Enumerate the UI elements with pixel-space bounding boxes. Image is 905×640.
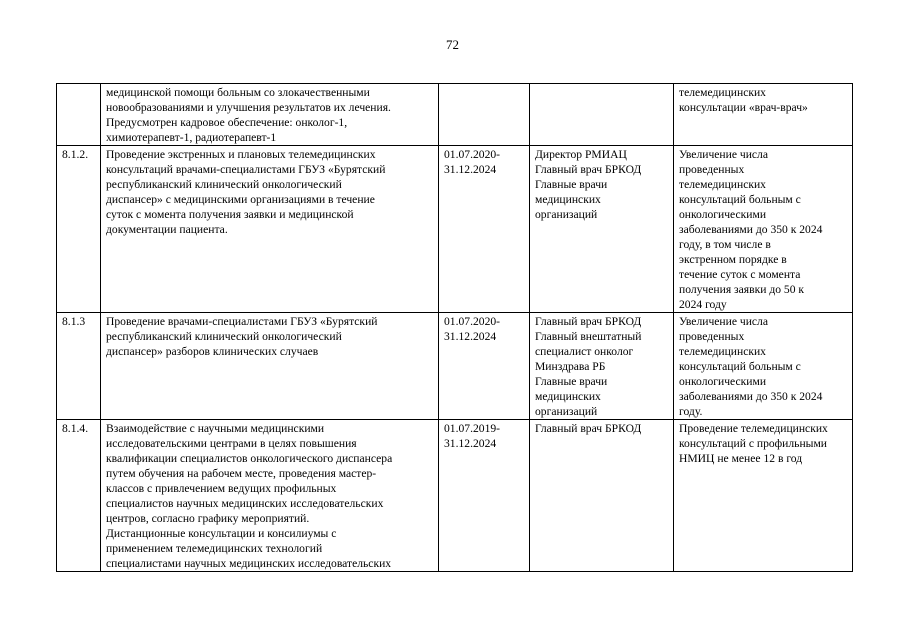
item-number-cell xyxy=(57,84,101,146)
result-cell: Увеличение числа проведенных телемедицинских консультаций больным с онкологическими заболеваниями до 350 к 2024 году, в том числе в экстренном порядке в течение суток с момента получения заявки до 50 к 2024 году xyxy=(674,146,853,313)
item-number-cell: 8.1.4. xyxy=(57,420,101,572)
table-row xyxy=(57,420,853,572)
dates-cell xyxy=(439,84,530,146)
item-number-cell: 8.1.3 xyxy=(57,313,101,420)
responsible-cell: Главный врач БРКОД Главный внештатный специалист онколог Минздрава РБ Главные врачи медицинских организаций xyxy=(530,313,674,420)
activity-cell: Проведение экстренных и плановых телемедицинских консультаций врачами-специалистами ГБУЗ «Бурятский республиканский клинический онкологический диспансер» с медицинскими организациями в течение суток с момента получения заявки и медицинской документации пациента. xyxy=(101,146,439,313)
result-cell: телемедицинских консультации «врач-врач» xyxy=(674,84,853,146)
activity-cell: Взаимодействие с научными медицинскими исследовательскими центрами в целях повышения квалификации специалистов онкологического диспансера путем обучения на рабочем месте, проведения мастер- классов с привлечением ведущих профильных специалистов научных медицинских исследовательских центров, согласно графику мероприятий. Дистанционные консультации и консилиумы с применением телемедицинских технологий специалистами научных медицинских исследовательских xyxy=(101,420,439,572)
activity-cell: Проведение врачами-специалистами ГБУЗ «Бурятский республиканский клинический онкологический диспансер» разборов клинических случаев xyxy=(101,313,439,420)
result-cell: Проведение телемедицинских консультаций с профильными НМИЦ не менее 12 в год xyxy=(674,420,853,572)
responsible-cell: Главный врач БРКОД xyxy=(530,420,674,572)
responsible-cell xyxy=(530,84,674,146)
table-row xyxy=(57,84,853,146)
page-number: 72 xyxy=(446,37,459,52)
table-row xyxy=(57,146,853,313)
dates-cell: 01.07.2020- 31.12.2024 xyxy=(439,146,530,313)
table-row xyxy=(57,313,853,420)
responsible-cell: Директор РМИАЦ Главный врач БРКОД Главные врачи медицинских организаций xyxy=(530,146,674,313)
activity-cell: медицинской помощи больным со злокачественными новообразованиями и улучшения результатов их лечения. Предусмотрен кадровое обеспечение: онколог-1, химиотерапевт-1, радиотерапевт-1 xyxy=(101,84,439,146)
result-cell: Увеличение числа проведенных телемедицинских консультаций больным с онкологическими заболеваниями до 350 к 2024 году. xyxy=(674,313,853,420)
item-number-cell: 8.1.2. xyxy=(57,146,101,313)
dates-cell: 01.07.2020- 31.12.2024 xyxy=(439,313,530,420)
activity-plan-table xyxy=(56,83,853,572)
dates-cell: 01.07.2019- 31.12.2024 xyxy=(439,420,530,572)
